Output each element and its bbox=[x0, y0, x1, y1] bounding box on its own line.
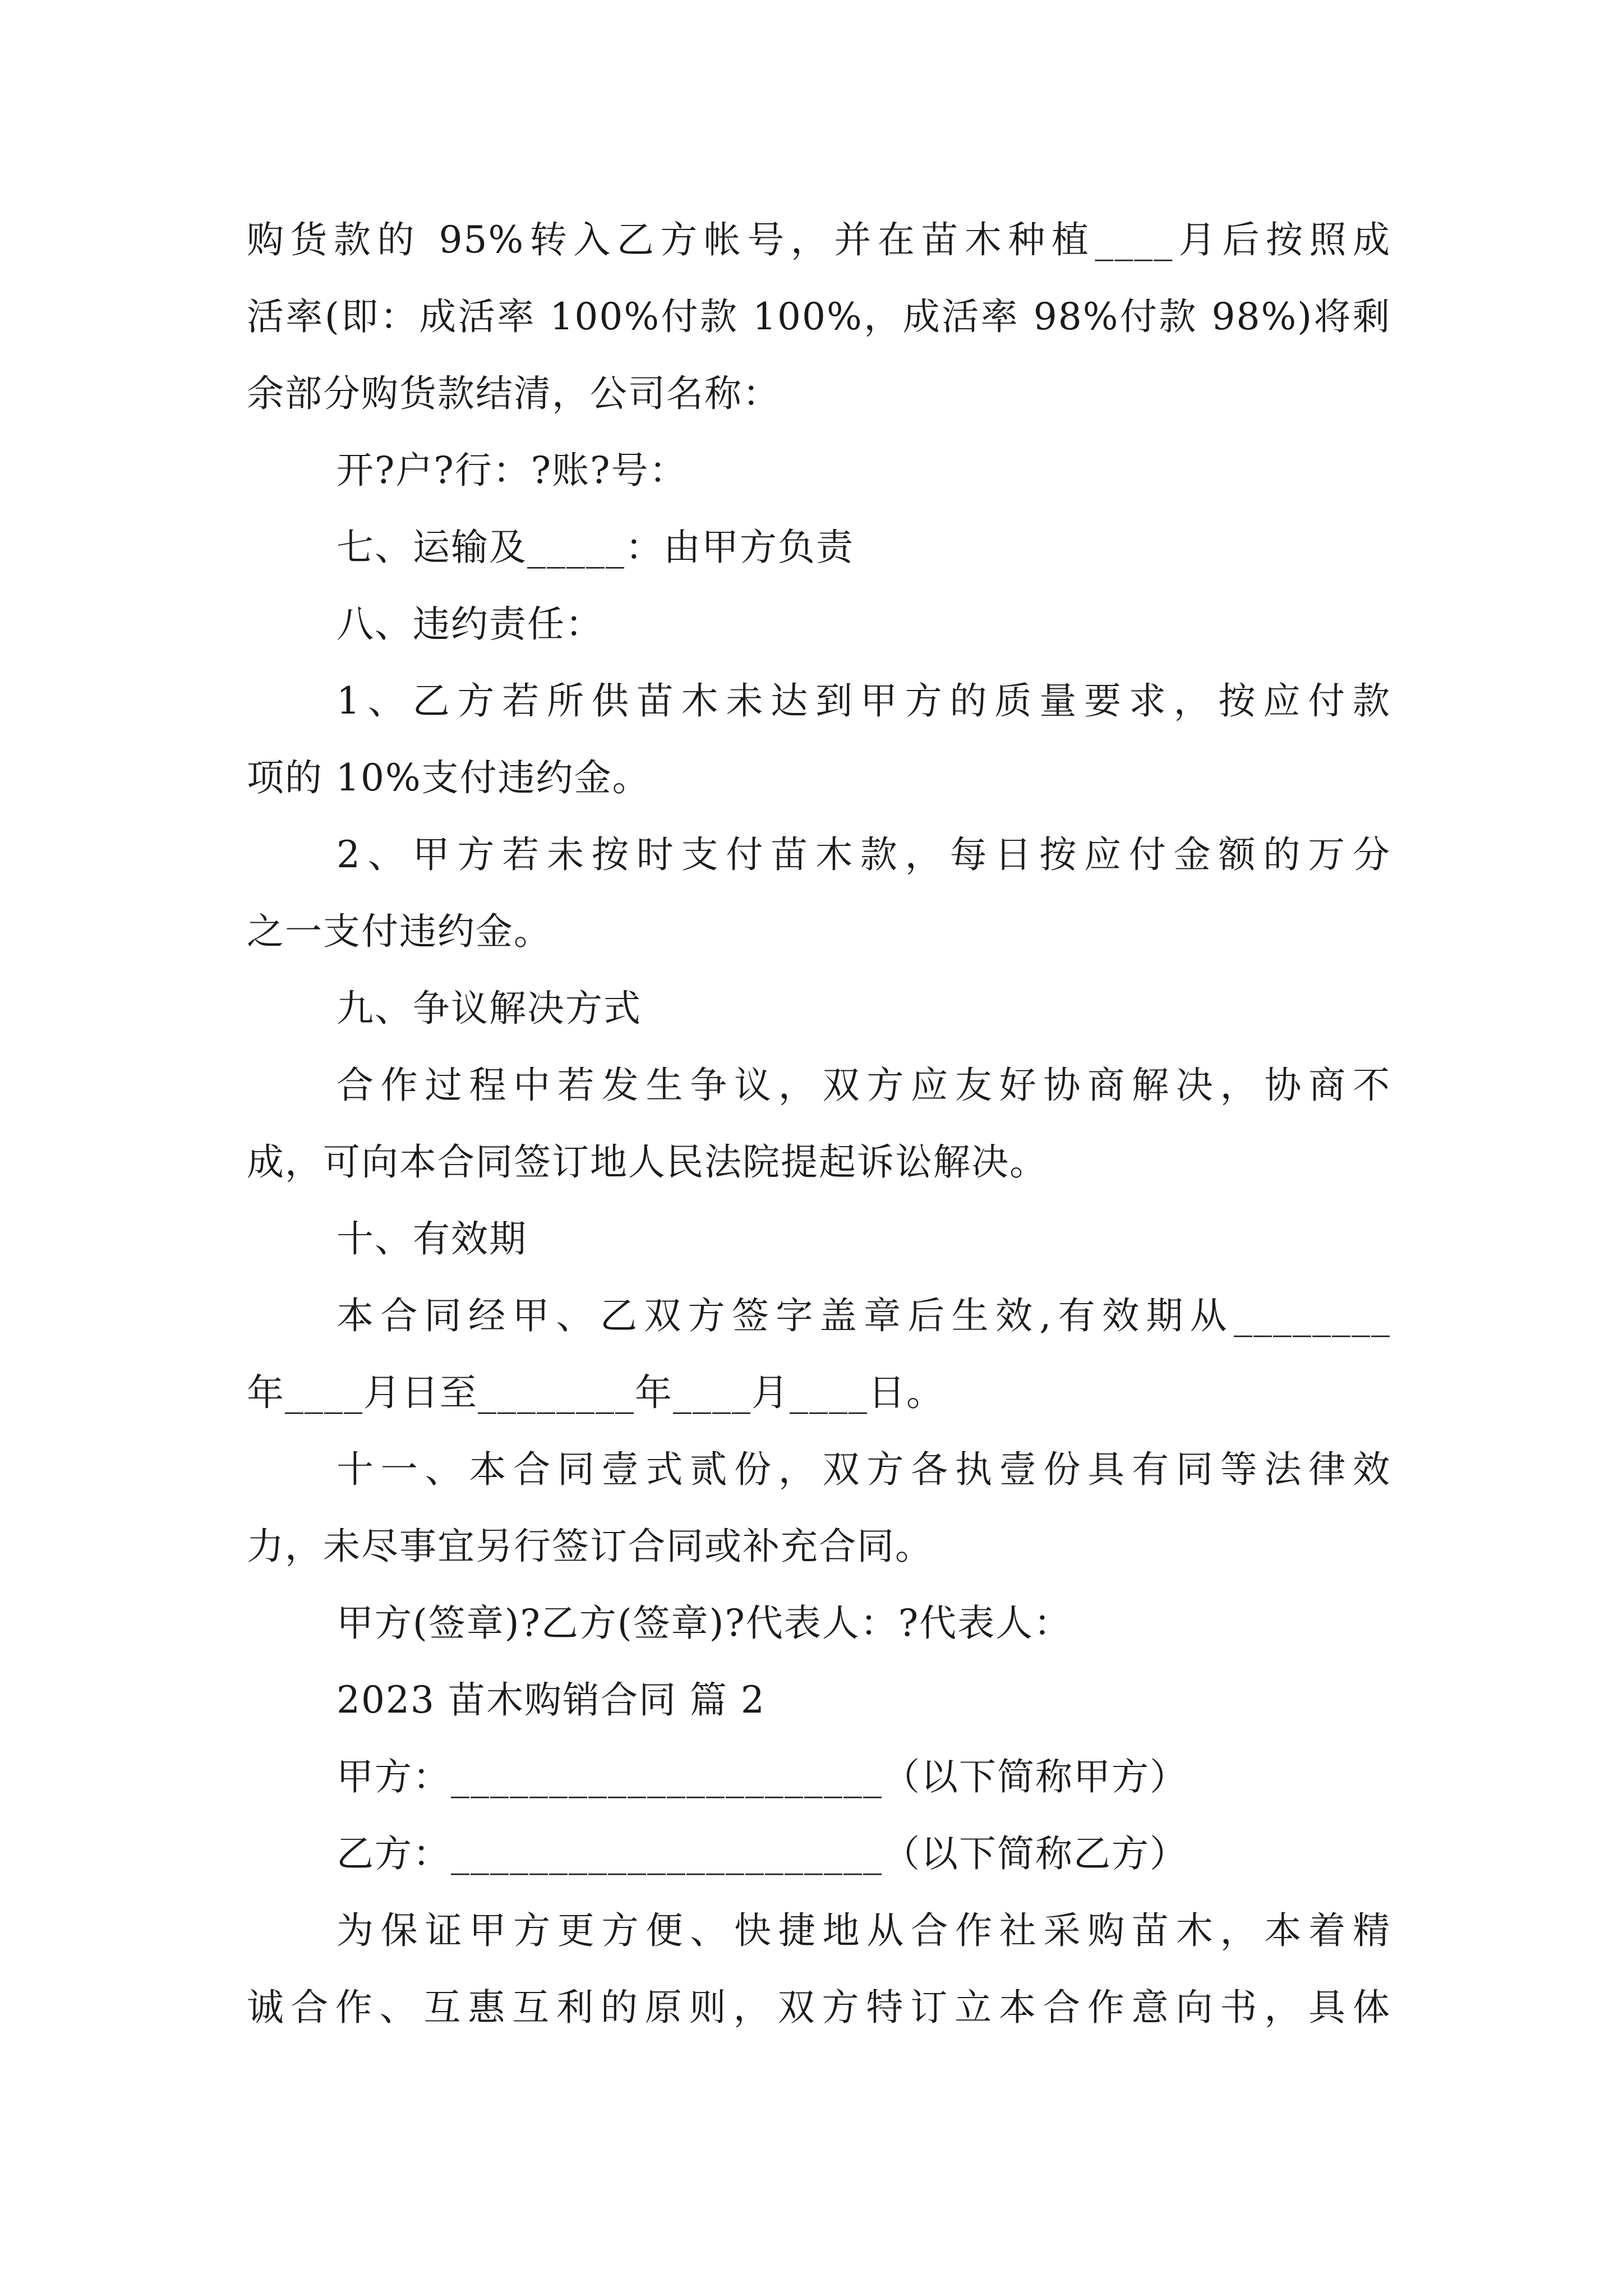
text-line: 合作过程中若发生争议，双方应友好协商解决，协商不 bbox=[336, 1064, 1391, 1107]
text-line: 开?户?行：?账?号： bbox=[336, 449, 688, 492]
party-a-line: 甲方：______________________（以下简称甲方） bbox=[336, 1755, 1188, 1798]
text-line: 之一支付违约金。 bbox=[247, 910, 552, 953]
text-line: 项的 10%支付违约金。 bbox=[247, 756, 651, 799]
section-heading: 十、有效期 bbox=[336, 1217, 527, 1260]
signature-line: 甲方(签章)?乙方(签章)?代表人：?代表人： bbox=[336, 1602, 1072, 1645]
text-line: 2、甲方若未按时支付苗木款，每日按应付金额的万分 bbox=[336, 833, 1391, 876]
section-heading: 九、争议解决方式 bbox=[336, 987, 642, 1030]
text-line: 本合同经甲、乙双方签字盖章后生效,有效期从________ bbox=[336, 1294, 1391, 1337]
text-line: 成，可向本合同签订地人民法院提起诉讼解决。 bbox=[247, 1140, 1048, 1184]
text-line: 余部分购货款结清，公司名称： bbox=[247, 372, 781, 415]
text-line: 十一、本合同壹式贰份，双方各执壹份具有同等法律效 bbox=[336, 1448, 1391, 1491]
text-line: 为保证甲方更方便、快捷地从合作社采购苗木，本着精 bbox=[336, 1909, 1391, 1952]
section-heading: 七、运输及_____：由甲方负责 bbox=[336, 526, 854, 569]
section-heading: 八、违约责任： bbox=[336, 602, 603, 646]
text-line: 购货款的 95%转入乙方帐号，并在苗木种植____月后按照成 bbox=[247, 218, 1391, 261]
party-b-line: 乙方：______________________（以下简称乙方） bbox=[336, 1832, 1188, 1875]
text-line: 活率(即：成活率 100%付款 100%，成活率 98%付款 98%)将剩 bbox=[247, 295, 1391, 338]
text-line: 力，未尽事宜另行签订合同或补充合同。 bbox=[247, 1525, 933, 1568]
section-title: 2023 苗木购销合同 篇 2 bbox=[336, 1678, 766, 1722]
text-line: 诚合作、互惠互利的原则，双方特订立本合作意向书，具体 bbox=[247, 1986, 1391, 2029]
text-line: 年____月日至________年____月____日。 bbox=[247, 1371, 944, 1414]
text-line: 1、乙方若所供苗木未达到甲方的质量要求，按应付款 bbox=[336, 679, 1391, 723]
